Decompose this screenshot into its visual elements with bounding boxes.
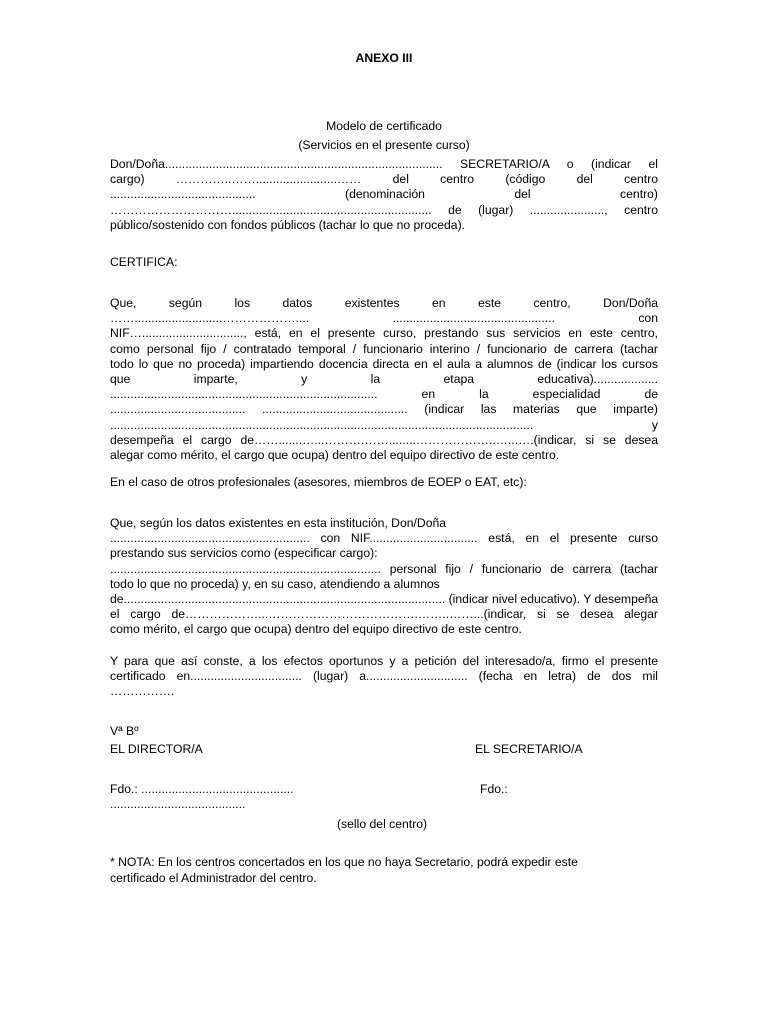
que-line: alegar como mérito, el cargo que ocupa) dentro del equipo directivo de este centro. xyxy=(110,447,560,462)
conste-line: certificado en................................. (lugar) a.............................. (fecha en letra) de dos mil xyxy=(110,669,658,684)
que2-line: como mérito, el cargo que ocupa) dentro del equipo directivo de este centro. xyxy=(110,622,522,637)
que-line: ............................................................................................................................. y xyxy=(110,417,658,432)
secretario-label: EL SECRETARIO/A xyxy=(475,742,583,756)
document-subtitle-2: (Servicios en el presente curso) xyxy=(298,138,470,152)
que2-line: Que, según los datos existentes en esta institución, Don/Doña xyxy=(110,516,447,530)
intro-line: ........................................... (denominación del centro) xyxy=(110,187,658,202)
director-signature-line: Fdo.: ............................................. xyxy=(110,782,294,796)
note-line: certificado el Administrador del centro. xyxy=(110,871,317,885)
que2-line: ........................................................... con NIF................................ está, en el presente curso xyxy=(110,531,658,546)
que2-line: prestando sus servicios como (especificar cargo): xyxy=(110,546,378,561)
que2-line: ................................................................................ personal fijo / funcionario de carrera (tachar xyxy=(110,561,658,576)
que-line: como personal fijo / contratado temporal / funcionario interino / funcionario de carrera (tachar xyxy=(110,341,658,356)
signature-line-continued: ........................................ xyxy=(110,797,246,811)
secretario-signature-label: Fdo.: xyxy=(480,782,508,796)
que-line: ……..........................……………….... ................................................ con xyxy=(110,311,658,326)
que-line: todo lo que no proceda) impartiendo docencia directa en el aula a alumnos de (indicar los cursos xyxy=(110,356,658,371)
document-subtitle: Modelo de certificado xyxy=(326,119,442,133)
que2-line: de............................................................................................... (indicar nivel educativo). Y desempeña xyxy=(110,591,658,606)
document-title: ANEXO III xyxy=(355,51,413,65)
que2-line: el cargo de………………...……………………………….……..……...(indicar, si se desea alegar xyxy=(110,607,658,622)
intro-line: cargo) …………..……........................…… del centro (código del centro xyxy=(110,172,658,187)
intro-line: público/sostenido con fondos públicos (tachar lo que no proceda). xyxy=(110,217,466,232)
que-paragraph xyxy=(110,296,658,463)
note-line: * NOTA: En los centros concertados en los que no haya Secretario, podrá expedir este xyxy=(110,855,578,869)
intro-paragraph xyxy=(110,157,658,233)
que2-paragraph xyxy=(110,516,658,638)
director-label: EL DIRECTOR/A xyxy=(110,742,203,756)
conste-paragraph xyxy=(110,654,658,700)
que-line: desempeña el cargo de…….......…...……….……........………………..…...….(indicar, si se desea xyxy=(110,432,658,447)
que-line: NIF….............................., está, en el presente curso, prestando sus servicios en este centro, xyxy=(110,326,658,341)
conste-line: ……………. xyxy=(110,684,175,699)
intro-line: …………………………........................................................... de (lugar) ......................, centro xyxy=(110,202,658,217)
certifica-heading: CERTIFICA: xyxy=(110,255,178,269)
intro-line: Don/Doña.................................................................................. SECRETARIO/A o (indicar el xyxy=(110,157,658,171)
que2-line: todo lo que no proceda) y, en su caso, atendiendo a alumnos xyxy=(110,576,440,591)
que-line: Que, según los datos existentes en este centro, Don/Doña xyxy=(110,296,658,310)
otros-heading: En el caso de otros profesionales (asesores, miembros de EOEP o EAT, etc): xyxy=(110,475,527,489)
que-line: ........................................ ........................................... (indicar las materias que imparte) xyxy=(110,402,658,417)
conste-line: Y para que así conste, a los efectos oportunos y a petición del interesado/a, firmo el presente xyxy=(110,654,658,668)
que-line: que imparte, y la etapa educativa)................... xyxy=(110,371,658,386)
stamp-placeholder: (sello del centro) xyxy=(337,817,428,831)
visto-bueno: Vª Bº xyxy=(110,724,139,738)
que-line: ............................................................................... en la especialidad de xyxy=(110,387,658,402)
